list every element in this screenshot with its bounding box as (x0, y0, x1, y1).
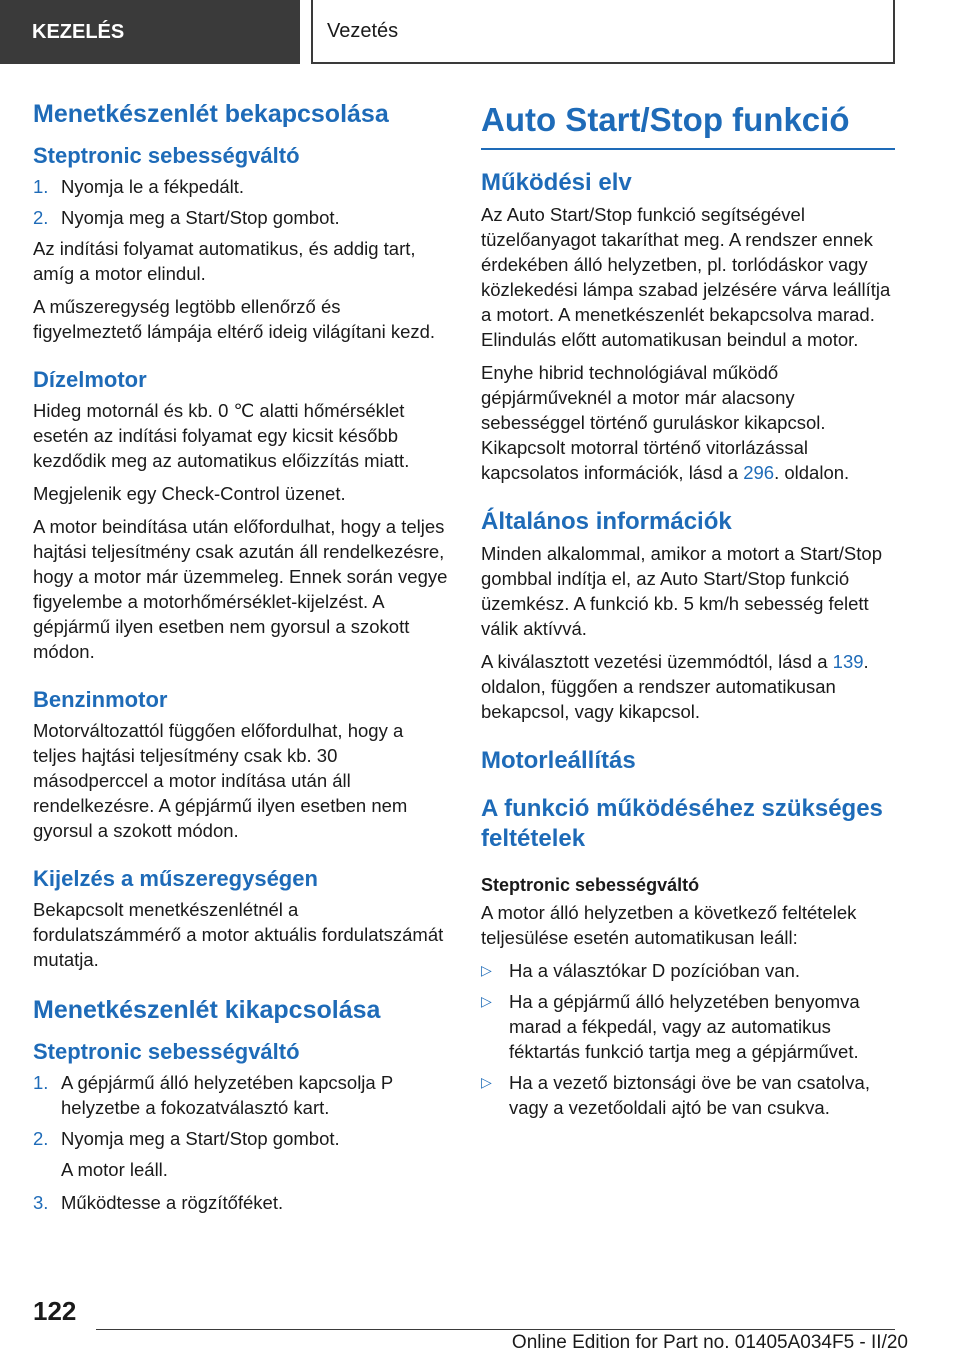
subheading-steptronic: Steptronic sebességváltó (33, 143, 300, 168)
list-item (33, 205, 448, 230)
section-tab (0, 0, 300, 64)
paragraph: A kiválasztott vezetési üzemmódtól, lásd a 139. oldalon, függően a rendszer automatikusan bekapcsol, vagy kikapcsol. (481, 651, 869, 722)
list-item (481, 989, 895, 1064)
step-number: 3. (33, 1192, 49, 1213)
list-item (33, 1190, 448, 1215)
step-text: Működtesse a rögzítőféket. (61, 1192, 284, 1213)
list-item (33, 174, 448, 199)
step-text: Nyomja meg a Start/Stop gombot. (61, 207, 340, 228)
paragraph: Enyhe hibrid technológiával működő gépjárműveknél a motor már alacsony sebességgel történő guruláskor kikapcsol. Kikapcsolt motorral történő vitorlázással kapcsolatos információk, lásd a 296. oldalon. (481, 362, 850, 483)
triangle-right-icon: ▷ (481, 993, 492, 1009)
page-number: 122 (33, 1296, 77, 1326)
subheading-conditions: A funkció működéséhez szükséges feltételek (481, 795, 883, 852)
step-text: Nyomja le a fékpedált. (61, 176, 245, 197)
paragraph: Hideg motornál és kb. 0 ℃ alatti hőmérséklet esetén az indítási folyamat egy kicsit később kezdődik meg az automatikus előizzítás miatt. (33, 400, 410, 471)
page-link[interactable]: 139 (832, 651, 864, 672)
step-text: A gépjármű álló helyzetében kapcsolja P helyzetbe a fokozatválasztó kart. (61, 1072, 393, 1118)
right-column (481, 98, 895, 1126)
heading-stop-ready: Menetkészenlét kikapcsolása (33, 996, 381, 1024)
step-number: 1. (33, 1072, 49, 1093)
chapter-tab (311, 0, 895, 64)
paragraph: Az Auto Start/Stop funkció segítségével tüzelőanyagot takaríthat meg. A rendszer ennek érdekében álló helyzetben, pl. torlódáskor vagy közlekedési lámpa szabad jelzésére várva leállítja a motort. A menetkészenlét bekapcsolva marad. Elindulás előtt automatikusan beindul a motor. (481, 204, 891, 350)
heading-start-ready: Menetkészenlét bekapcsolása (33, 100, 389, 128)
page-link[interactable]: 296 (743, 462, 775, 483)
paragraph: A motor álló helyzetben a következő feltételek teljesülése esetén automatikusan leáll: (481, 902, 857, 948)
condition-text: Ha a választókar D pozícióban van. (509, 960, 801, 981)
subheading-petrol: Benzinmotor (33, 687, 168, 712)
subheading-engine-stop: Motorleállítás (481, 747, 636, 774)
subheading-diesel: Dízelmotor (33, 367, 147, 392)
subheading-principle: Működési elv (481, 169, 632, 196)
step-note: A motor leáll. (61, 1159, 168, 1180)
condition-text: Ha a vezető biztonsági öve be van csatolva, vagy a vezetőoldali ajtó be van csukva. (509, 1072, 870, 1118)
step-number: 1. (33, 176, 49, 197)
list-item (33, 1070, 448, 1120)
step-text: Nyomja meg a Start/Stop gombot. (61, 1128, 340, 1149)
footer-divider (96, 1329, 895, 1330)
paragraph: Megjelenik egy Check-Control üzenet. (33, 483, 346, 504)
paragraph: A motor beindítása után előfordulhat, hogy a teljes hajtási teljesítmény csak azután áll rendelkezésre, hogy a motor már üzemmeleg. Ennek során vegye figyelembe a motorhőmérséklet-kijelzést. A gépjármű ilyen esetben nem gyorsul a szokott módon. (33, 516, 448, 662)
subheading-general: Általános információk (481, 508, 732, 535)
condition-text: Ha a gépjármű álló helyzetében benyomva marad a fékpedál, vagy az automatikus féktartás funkció tartja meg a gépjárművet. (509, 991, 860, 1062)
subheading-steptronic: Steptronic sebességváltó (481, 875, 700, 895)
list-item (33, 1126, 448, 1151)
paragraph: A műszeregység legtöbb ellenőrző és figyelmeztető lámpája eltérő ideig világítani kezd. (33, 296, 436, 342)
list-item (481, 1070, 895, 1120)
left-column (33, 98, 448, 1221)
heading-auto-start-stop: Auto Start/Stop funkció (481, 98, 895, 150)
paragraph: Minden alkalommal, amikor a motort a Start/Stop gombbal indítja el, az Auto Start/Stop funkció üzemkész. A funkció kb. 5 km/h sebesség felett válik aktívvá. (481, 543, 882, 639)
subheading-display: Kijelzés a műszeregységen (33, 866, 318, 891)
paragraph: Az indítási folyamat automatikus, és addig tart, amíg a motor elindul. (33, 238, 416, 284)
triangle-right-icon: ▷ (481, 1074, 492, 1090)
step-number: 2. (33, 207, 49, 228)
triangle-right-icon: ▷ (481, 962, 492, 978)
section-title: KEZELÉS (32, 20, 125, 43)
paragraph: Bekapcsolt menetkészenlétnél a fordulatszámmérő a motor aktuális fordulatszámát mutatja. (33, 899, 444, 970)
list-item (481, 958, 895, 983)
chapter-title: Vezetés (327, 19, 399, 42)
subheading-steptronic: Steptronic sebességváltó (33, 1039, 300, 1064)
paragraph: Motorváltozattól függően előfordulhat, hogy a teljes hajtási teljesítmény csak kb. 30 másodperccel a motor indítása után áll rendelkezésre. A gépjármű ilyen esetben nem gyorsul a szokott módon. (33, 720, 408, 841)
step-number: 2. (33, 1128, 49, 1149)
edition-footer: Online Edition for Part no. 01405A034F5 - II/20 (511, 1332, 908, 1353)
